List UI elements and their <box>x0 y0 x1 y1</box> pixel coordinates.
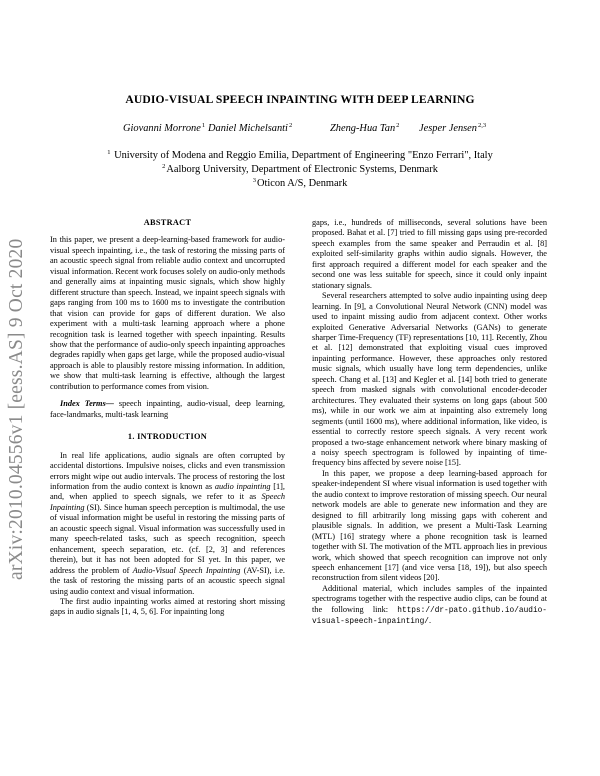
material-link[interactable]: https://dr-pato.github.io/audio-visual-speech-inpainting/ <box>312 606 547 627</box>
intro-paragraph: Several researchers attempted to solve audio inpainting using deep learning. In [9], a Convolutional Neural Network (CNN) model was used to inpaint missing audio from adjacent context. Other works exploited Generative Adversarial Networks (GANs) to generate sharper Time-Frequency (TF) representations [10, 11]. Recently, Zhou et al. [12] demonstrated that exploiting visual cues improved inpainting performance. However, these approaches only restored music signals, which usually have long term dependencies, unlike speech. Chang et al. [13] and Kegler et al. [14] both tried to generate speech from masked signals with convolutional encoder-decoder architectures. They evaluated their systems on long gaps (about 500 ms), while in our work we aim at inpainting also extremely long segments (until 1600 ms), where additional information, like video, is essential to correctly restore speech signals. A very recent work proposed a two-stage enhancement network where binary masking of a noisy speech spectrogram is followed by inpainting of time-frequency bins affected by severe noise [15]. <box>312 291 547 468</box>
intro-paragraph: The first audio inpainting works aimed at restoring short missing gaps in audio signals [1, 4, 5, 6]. For inpainting long <box>50 596 285 617</box>
intro-paragraph: gaps, i.e., hundreds of milliseconds, several solutions have been proposed. Bahat et al. [7] tried to fill missing gaps using pre-recorded speech examples from the same speaker and Perraudin et al. [8] exploited self-similarity graphs within audio signals. However, the first approach required a different model for each speaker and the second one was less suitable for speech, since it could only inpaint stationary signals. <box>312 218 547 290</box>
intro-paragraph: Additional material, which includes samples of the inpainted spectrograms together with the respective audio clips, can be found at the following link: https://dr-pato.github.io/audio-visual-speech-inpainting/. <box>312 583 547 627</box>
author-name: Zheng-Hua Tan$^2$ <box>330 122 400 134</box>
author-name: Daniel Michelsanti$^2$ <box>208 122 293 134</box>
author-name: Jesper Jensen$^{2,3}$ <box>419 122 487 134</box>
author-name: Giovanni Morrone$^1$ <box>123 122 206 134</box>
right-column <box>312 218 547 628</box>
abstract-text: In this paper, we present a deep-learning-based framework for audio-visual speech inpainting, i.e., the task of restoring the missing parts of an acoustic speech signal from reliable audio context and uncorrupted visual information. Recent work focuses solely on audio-only methods and generally aims at inpainting music signals, which show highly different structure than speech. Instead, we inpaint speech signals with gaps ranging from 100 ms to 1600 ms to investigate the contribution that vision can provide for gaps of different duration. We also experiment with a multi-task learning approach where a phone recognition task is learned together with speech inpainting. Results show that the performance of audio-only speech inpainting approaches degrades rapidly when gaps get large, while the proposed audio-visual approach is able to plausibly restore missing information. In addition, we show that multi-task learning is effective, although the largest contribution to performance comes from vision. <box>50 235 285 391</box>
affiliation: $^2$Aalborg University, Department of Electronic Systems, Denmark <box>162 163 438 175</box>
author-list <box>0 122 600 138</box>
affiliation: $^3$Oticon A/S, Denmark <box>252 177 348 189</box>
introduction-heading: 1. INTRODUCTION <box>127 432 208 442</box>
abstract-heading: ABSTRACT <box>143 218 192 227</box>
left-column <box>50 218 285 618</box>
intro-paragraph: In this paper, we propose a deep learning-based approach for speaker-independent SI where visual information is used together with the audio context to improve restoration of missing speech. Our neural network models are able to generate new information and they are designed to fill arbitrarily long missing gaps with coherent and plausible signals. In addition, we present a Multi-Task Learning (MTL) [16] strategy where a phone recognition task is learned together with SI. The motivation of the MTL approach lies in previous work, which showed that speech recognition can improve not only speech enhancement [17] (and vice versa [18, 19]), but also speech reconstruction from silent videos [20]. <box>312 468 547 583</box>
intro-paragraph: In real life applications, audio signals are often corrupted by accidental distortions. Impulsive noises, clicks and even transmission errors might wipe out audio intervals. The process of restoring the lost information from the audio context is known as audio inpainting [1], and, when applied to speech signals, we refer to it as Speech Inpainting (SI). Since human speech perception is multimodal, the use of visual information might be useful in restoring the missing parts of an acoustic speech signal. Visual information was successfully used in many speech-related tasks, such as speech recognition, speech enhancement, speech separation, etc. (cf. [2, 3] and references therein), but it has not been adopted for SI yet. In this paper, we address the problem of Audio-Visual Speech Inpainting (AV-SI), i.e. the task of restoring the missing parts of an acoustic speech signal using audio context and visual information. <box>50 450 285 596</box>
affiliation: $^1$ University of Modena and Reggio Emilia, Department of Engineering "Enzo Ferrari", Italy <box>107 149 493 161</box>
index-terms: Index Terms— speech inpainting, audio-visual, deep learning, face-landmarks, multi-task learning <box>50 399 285 419</box>
arxiv-identifier: arXiv:2010.04556v1 [eess.AS] 9 Oct 2020 <box>6 238 27 580</box>
paper-title: AUDIO-VISUAL SPEECH INPAINTING WITH DEEP LEARNING <box>125 93 475 106</box>
